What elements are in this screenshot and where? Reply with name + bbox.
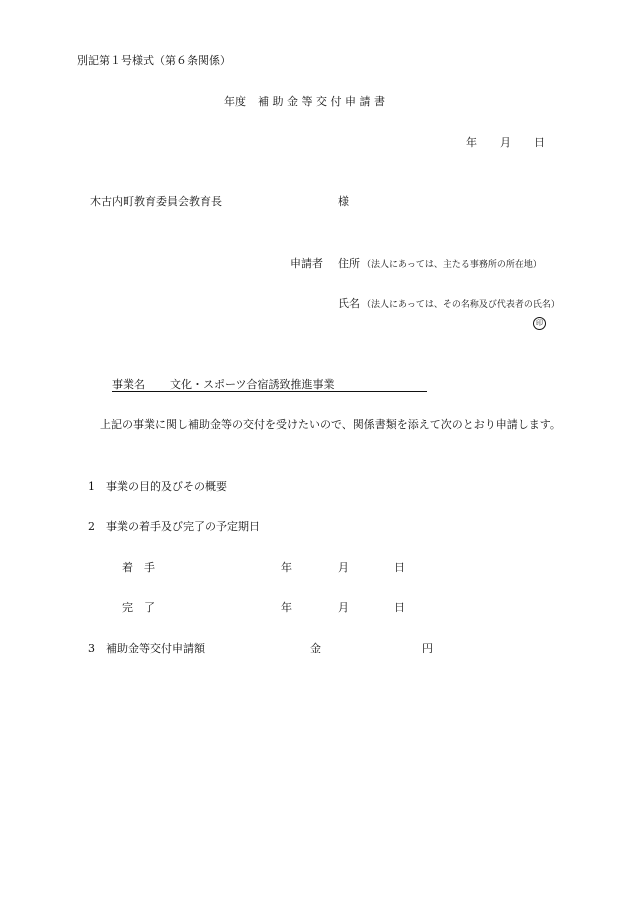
fiscal-year-label: 年度 (224, 95, 246, 108)
date-month-label: 月 (500, 136, 511, 149)
addressee-honorific: 様 (338, 195, 349, 208)
start-day-label: 日 (394, 561, 405, 574)
item2-number: 2 (88, 520, 95, 533)
end-year-label: 年 (281, 601, 292, 614)
start-label: 着 手 (122, 561, 155, 574)
item3-text: 補助金等交付申請額 (106, 642, 205, 655)
money-label: 金 (310, 642, 321, 655)
date-year-label: 年 (466, 136, 477, 149)
project-name: 文化・スポーツ合宿誘致推進事業 (170, 378, 335, 391)
name-note: （法人にあっては、その名称及び代表者の氏名） (362, 300, 560, 310)
project-underline (112, 391, 427, 392)
date-day-label: 日 (534, 136, 545, 149)
application-statement: 上記の事業に関し補助金等の交付を受けたいので、関係書類を添えて次のとおり申請します。 (100, 418, 561, 431)
address-note: （法人にあっては、主たる事務所の所在地） (362, 260, 542, 270)
end-month-label: 月 (338, 601, 349, 614)
item1-number: 1 (88, 480, 95, 493)
start-year-label: 年 (281, 561, 292, 574)
end-day-label: 日 (394, 601, 405, 614)
item1-text: 事業の目的及びその概要 (106, 480, 227, 493)
start-month-label: 月 (338, 561, 349, 574)
item2-text: 事業の着手及び完了の予定期日 (106, 520, 260, 533)
yen-label: 円 (422, 642, 433, 655)
end-label: 完 了 (122, 601, 155, 614)
item3-number: 3 (88, 642, 95, 655)
form-label: 別記第１号様式（第６条関係） (77, 54, 231, 67)
page-title: 補 助 金 等 交 付 申 請 書 (258, 95, 385, 108)
name-label: 氏名 (338, 297, 360, 310)
project-label: 事業名 (112, 378, 145, 391)
address-label: 住所 (338, 257, 360, 270)
seal-mark: 印 (533, 317, 546, 330)
applicant-label: 申請者 (290, 257, 323, 270)
addressee-name: 木古内町教育委員会教育長 (90, 195, 222, 208)
